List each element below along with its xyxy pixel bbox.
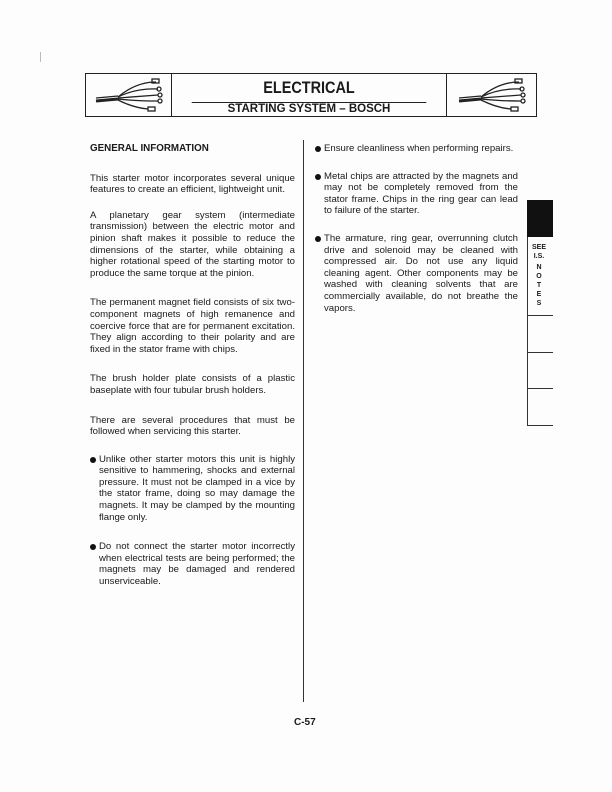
right-column — [315, 143, 518, 328]
bullet-item: Metal chips are attracted by the magnets and may not be completely removed from the stator frame. Chips in the ring gear can lead to failure of the starter. — [315, 171, 518, 217]
see-label: SEE — [531, 244, 546, 251]
notes-label: N O T E S — [536, 264, 542, 307]
paragraph: This starter motor incorporates several unique features to create an efficient, lightweight unit. — [90, 172, 295, 196]
tab-divider — [527, 315, 553, 316]
page-title: ELECTRICAL — [192, 74, 427, 103]
paragraph: A planetary gear system (intermediate transmission) between the electric motor and pinion shaft makes it possible to reduce the dimensions of the starter, while obtaining a higher rotational speed of the starting motor to produce the same torque at the pinion. — [90, 209, 295, 279]
left-column — [90, 143, 295, 602]
tab-border — [527, 237, 528, 425]
bullet-item: The armature, ring gear, overrunning clutch drive and solenoid may be cleaned with compressed air. Do not use any liquid cleaning agent. Other components may be washed with cleaning solvents that are commercially available, do not breathe the vapors. — [315, 233, 518, 314]
page-subtitle: STARTING SYSTEM – BOSCH — [227, 103, 391, 115]
see-notes-label — [530, 243, 548, 308]
wire-harness-icon-left — [86, 74, 172, 116]
tab-divider — [527, 425, 553, 426]
page-number: C-57 — [294, 717, 316, 728]
section-tab — [527, 200, 553, 237]
bullet-item: Do not connect the starter motor incorrectly when electrical tests are being performed; the magnets may be damaged and rendered unserviceable. — [90, 541, 295, 587]
bullet-item: Ensure cleanliness when performing repairs. — [315, 143, 518, 155]
paragraph: The permanent magnet field consists of six two-component magnets of high remanence and coercive force that are for permanent excitation. They align according to their polarity and are fixed in the stator frame with chips. — [90, 297, 295, 355]
tab-divider — [527, 352, 553, 353]
tab-divider — [527, 388, 553, 389]
scan-mark — [40, 52, 41, 62]
section-header — [85, 73, 537, 117]
section-heading: GENERAL INFORMATION — [90, 143, 209, 154]
column-divider — [303, 140, 304, 702]
wire-harness-icon-right — [446, 74, 536, 116]
paragraph: The brush holder plate consists of a plastic baseplate with four tubular brush holders. — [90, 373, 295, 396]
is-label: I.S. — [533, 253, 545, 260]
paragraph: There are several procedures that must be followed when servicing this starter. — [90, 414, 295, 438]
bullet-item: Unlike other starter motors this unit is highly sensitive to hammering, shocks and external pressure. It must not be clamped in a vice by the stator frame, doing so may damage the magnets. It may be clamped by the mounting flange only. — [90, 454, 295, 524]
